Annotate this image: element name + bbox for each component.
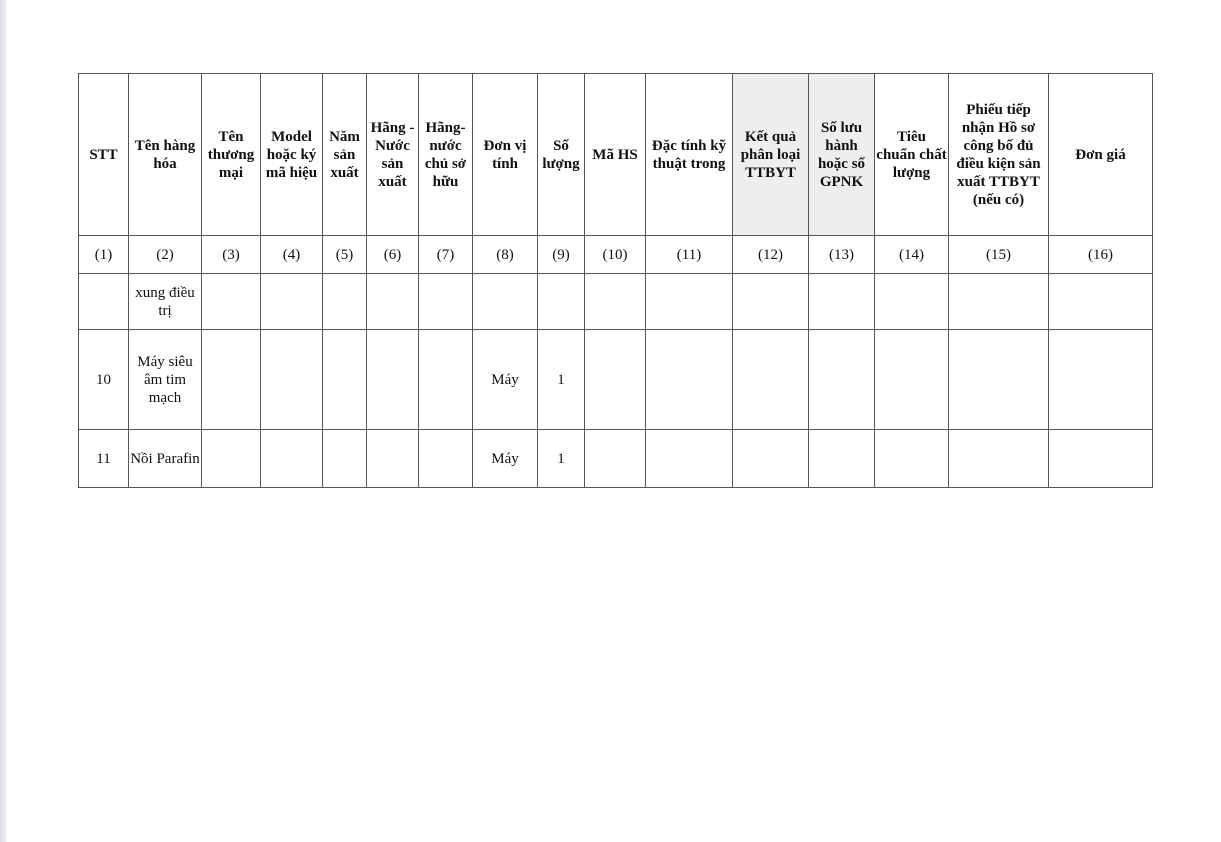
cell-empty	[733, 430, 809, 488]
header-stt: STT	[79, 74, 129, 236]
cell-empty	[323, 274, 367, 330]
column-number: (7)	[419, 236, 473, 274]
header-classification-result: Kết quả phân loại TTBYT	[733, 74, 809, 236]
header-quality-standard: Tiêu chuẩn chất lượng	[875, 74, 949, 236]
cell-product-name: xung điều trị	[129, 274, 202, 330]
header-owner-country: Hãng- nước chủ sở hữu	[419, 74, 473, 236]
cell-empty	[809, 274, 875, 330]
cell-empty	[261, 274, 323, 330]
header-technical-specs: Đặc tính kỹ thuật trong	[646, 74, 733, 236]
cell-empty	[875, 330, 949, 430]
header-manufacturer-country: Hãng - Nước sản xuất	[367, 74, 419, 236]
cell-empty	[323, 430, 367, 488]
header-unit-price: Đơn giá	[1049, 74, 1153, 236]
column-number: (10)	[585, 236, 646, 274]
page-edge-shadow	[0, 0, 7, 842]
cell-empty	[419, 330, 473, 430]
cell-unit: Máy	[473, 430, 538, 488]
header-receipt-form: Phiếu tiếp nhận Hồ sơ công bố đủ điều kiện sản xuất TTBYT (nếu có)	[949, 74, 1049, 236]
column-number: (9)	[538, 236, 585, 274]
table-row	[79, 330, 1153, 430]
cell-empty	[1049, 430, 1153, 488]
cell-empty	[261, 330, 323, 430]
cell-product-name: Máy siêu âm tim mạch	[129, 330, 202, 430]
cell-empty	[949, 274, 1049, 330]
column-number: (12)	[733, 236, 809, 274]
column-number: (11)	[646, 236, 733, 274]
column-number: (4)	[261, 236, 323, 274]
cell-empty	[809, 330, 875, 430]
header-production-year: Năm sản xuất	[323, 74, 367, 236]
cell-empty	[202, 330, 261, 430]
cell-empty	[949, 430, 1049, 488]
cell-empty	[809, 430, 875, 488]
cell-unit: Máy	[473, 330, 538, 430]
column-number: (2)	[129, 236, 202, 274]
column-number-row	[79, 236, 1153, 274]
cell-empty	[585, 430, 646, 488]
header-product-name: Tên hàng hóa	[129, 74, 202, 236]
cell-empty	[261, 430, 323, 488]
column-number: (15)	[949, 236, 1049, 274]
header-hs-code: Mã HS	[585, 74, 646, 236]
header-registration-number: Số lưu hành hoặc số GPNK	[809, 74, 875, 236]
header-trade-name: Tên thương mại	[202, 74, 261, 236]
cell-empty	[646, 274, 733, 330]
cell-product-name: Nồi Parafin	[129, 430, 202, 488]
column-number: (13)	[809, 236, 875, 274]
column-number: (3)	[202, 236, 261, 274]
cell-empty	[585, 274, 646, 330]
cell-empty	[733, 330, 809, 430]
cell-empty	[1049, 330, 1153, 430]
cell-empty	[419, 430, 473, 488]
cell-empty	[202, 274, 261, 330]
cell-empty	[733, 274, 809, 330]
table-row	[79, 430, 1153, 488]
table-row	[79, 274, 1153, 330]
cell-empty	[367, 274, 419, 330]
cell-empty	[585, 330, 646, 430]
header-model: Model hoặc ký mã hiệu	[261, 74, 323, 236]
cell-empty	[367, 430, 419, 488]
cell-empty	[875, 274, 949, 330]
header-quantity: Số lượng	[538, 74, 585, 236]
cell-stt	[79, 274, 129, 330]
cell-unit	[473, 274, 538, 330]
column-number: (8)	[473, 236, 538, 274]
cell-quantity: 1	[538, 330, 585, 430]
cell-empty	[646, 330, 733, 430]
column-number: (16)	[1049, 236, 1153, 274]
cell-empty	[367, 330, 419, 430]
cell-empty	[1049, 274, 1153, 330]
column-number: (14)	[875, 236, 949, 274]
cell-empty	[202, 430, 261, 488]
cell-empty	[875, 430, 949, 488]
cell-quantity: 1	[538, 430, 585, 488]
column-number: (6)	[367, 236, 419, 274]
header-row	[79, 74, 1153, 236]
cell-empty	[949, 330, 1049, 430]
cell-stt: 11	[79, 430, 129, 488]
header-unit: Đơn vị tính	[473, 74, 538, 236]
cell-empty	[646, 430, 733, 488]
column-number: (1)	[79, 236, 129, 274]
cell-empty	[323, 330, 367, 430]
equipment-price-table	[78, 73, 1153, 488]
cell-quantity	[538, 274, 585, 330]
column-number: (5)	[323, 236, 367, 274]
cell-empty	[419, 274, 473, 330]
cell-stt: 10	[79, 330, 129, 430]
